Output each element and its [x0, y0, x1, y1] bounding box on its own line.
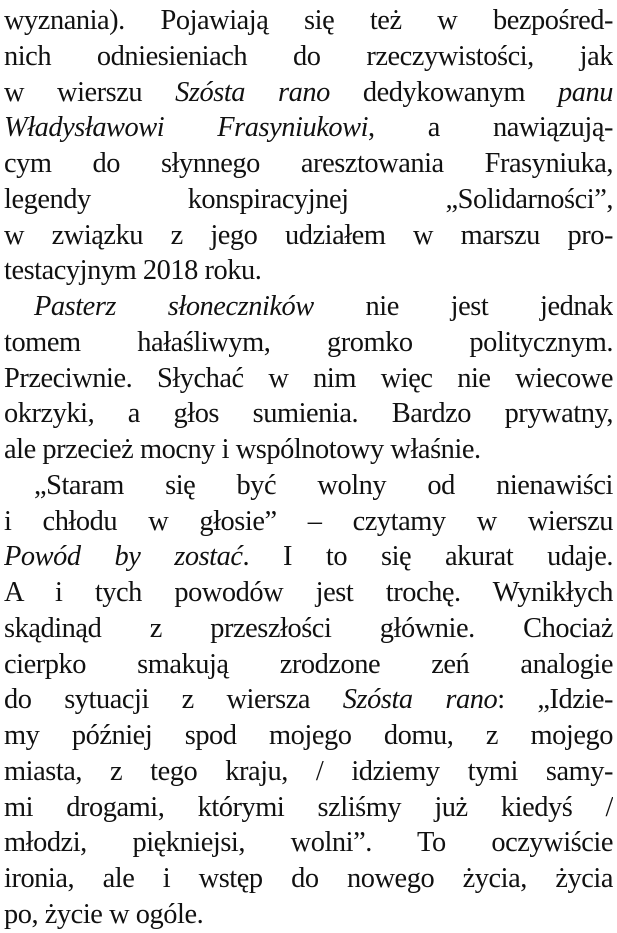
text-line — [4, 432, 613, 468]
text-segment: po, życie w ogóle. — [4, 898, 204, 930]
text-segment: ale przecież mocny i wspólnotowy właśnie. — [4, 434, 481, 465]
text-line — [4, 861, 613, 897]
text-segment: nich odniesieniach do rzeczywistości, jak — [4, 40, 613, 72]
text-line — [4, 718, 613, 754]
italic-title-text: panu — [558, 76, 613, 108]
text-line — [4, 361, 613, 397]
text-segment: w wierszu — [4, 76, 176, 108]
text-segment: młodzi, piękniejsi, wolni”. To oczywiście — [4, 827, 613, 859]
text-segment: testacyjnym 2018 roku. — [4, 255, 262, 287]
article-text-column — [4, 3, 613, 933]
italic-title-text: Szósta rano — [175, 76, 330, 108]
text-line — [4, 110, 613, 146]
text-line — [4, 504, 613, 540]
text-line — [4, 539, 613, 575]
text-line — [4, 611, 613, 647]
text-segment: cym do słynnego aresztowania Frasyniuka, — [4, 148, 613, 179]
text-segment: . I to się akurat udaje. — [242, 541, 613, 573]
text-segment: , a nawiązują- — [368, 112, 613, 144]
text-line — [4, 396, 613, 432]
text-line — [4, 75, 613, 111]
text-line — [4, 754, 613, 790]
italic-title-text: Powód by zostać — [4, 541, 243, 573]
text-segment: tomem hałaśliwym, gromko politycznym. — [4, 326, 613, 358]
text-segment: wyznania). Pojawiają się też w bezpośred- — [4, 5, 613, 36]
text-segment: mi drogami, którymi szliśmy już kiedyś / — [4, 791, 613, 823]
text-line — [4, 289, 613, 325]
text-segment: „Staram się być wolny od nienawiści — [34, 469, 613, 501]
text-line — [4, 682, 613, 718]
text-line — [4, 182, 613, 218]
text-line — [4, 253, 613, 289]
text-line — [4, 825, 613, 861]
text-line — [4, 790, 613, 826]
italic-title-text: Szósta rano — [342, 684, 498, 716]
text-line — [4, 325, 613, 361]
paragraph-2 — [4, 289, 613, 468]
text-line — [4, 39, 613, 75]
italic-title-text: Pasterz słoneczników — [34, 291, 314, 322]
text-segment: my później spod mojego domu, z mojego — [4, 720, 613, 751]
text-segment: A i tych powodów jest trochę. Wynikłych — [4, 577, 613, 608]
text-line — [4, 897, 613, 933]
text-segment: : „Idzie- — [497, 684, 613, 716]
paragraph-3 — [4, 468, 613, 933]
text-segment: legendy konspiracyjnej „Solidarności”, — [4, 183, 613, 215]
text-segment: do sytuacji z wiersza — [4, 684, 343, 716]
italic-title-text: Władysławowi Frasyniukowi — [4, 112, 369, 144]
text-line — [4, 575, 613, 611]
text-segment: cierpko smakują zrodzone zeń analogie — [4, 648, 613, 680]
text-segment: w związku z jego udziałem w marszu pro- — [4, 219, 613, 251]
text-segment: ironia, ale i wstęp do nowego życia, życia — [4, 863, 613, 894]
text-segment: skądinąd z przeszłości głównie. Chociaż — [4, 612, 613, 644]
text-line — [4, 468, 613, 504]
paragraph-1 — [4, 3, 613, 289]
text-segment: nie jest jednak — [313, 291, 613, 322]
text-segment: Przeciwnie. Słychać w nim więc nie wiecowe — [4, 362, 613, 394]
text-segment: okrzyki, a głos sumienia. Bardzo prywatny, — [4, 398, 613, 430]
text-line — [4, 146, 613, 182]
text-segment: dedykowanym — [329, 76, 559, 108]
text-segment: miasta, z tego kraju, / idziemy tymi samy- — [4, 755, 613, 787]
text-line — [4, 3, 613, 39]
text-segment: i chłodu w głosie” – czytamy w wierszu — [4, 505, 613, 537]
text-line — [4, 218, 613, 254]
text-line — [4, 647, 613, 683]
